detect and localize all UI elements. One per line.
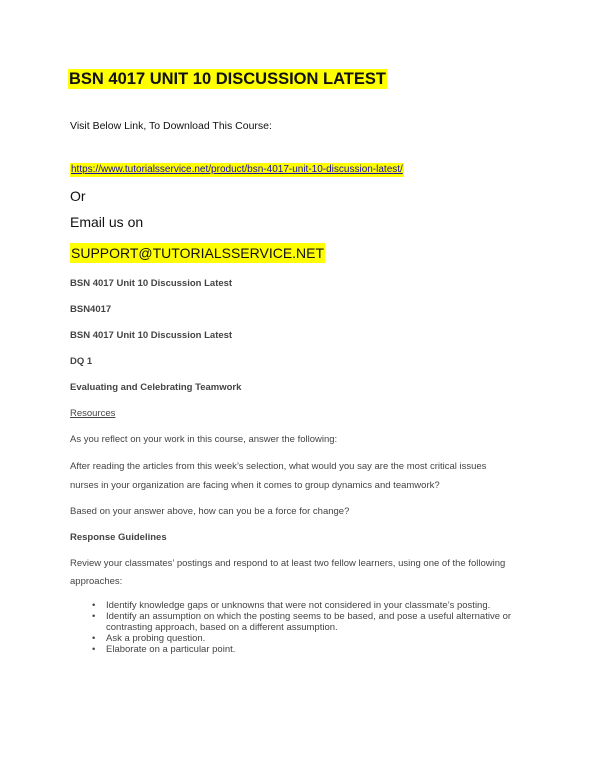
visit-instruction: Visit Below Link, To Download This Course: [70, 120, 272, 132]
list-item-text: Elaborate on a particular point. [106, 644, 236, 655]
course-title-repeat: BSN 4017 Unit 10 Discussion Latest [70, 330, 233, 341]
question-1-line-1: After reading the articles from this week’s selection, what would you say are the most critical issues [70, 461, 487, 472]
list-item-text: Ask a probing question. [106, 633, 206, 644]
course-code: BSN4017 [70, 304, 112, 315]
list-item-text: Identify an assumption on which the posting seems to be based, and pose a useful alternative or [106, 611, 512, 622]
dq-label: DQ 1 [70, 356, 93, 367]
list-item-text: Identify knowledge gaps or unknowns that were not considered in your classmate’s posting. [106, 600, 491, 611]
bullet-icon: • [92, 644, 96, 655]
response-guidelines-heading: Response Guidelines [70, 532, 167, 543]
question-1-line-2: nurses in your organization are facing when it comes to group dynamics and teamwork? [70, 480, 440, 491]
bullet-icon: • [92, 633, 96, 644]
list-item [92, 644, 542, 655]
course-title: BSN 4017 Unit 10 Discussion Latest [70, 278, 233, 289]
bullet-icon: • [92, 600, 96, 611]
bullet-icon: • [92, 611, 96, 622]
list-item-continuation [92, 622, 542, 633]
course-download-link[interactable]: https://www.tutorialsservice.net/product/bsn-4017-unit-10-discussion-latest/ [71, 164, 403, 175]
question-2: Based on your answer above, how can you be a force for change? [70, 506, 350, 517]
response-text-line-1: Review your classmates’ postings and respond to at least two fellow learners, using one of the following [70, 558, 506, 569]
document-title: BSN 4017 UNIT 10 DISCUSSION LATEST [69, 70, 386, 88]
response-text-line-2: approaches: [70, 576, 123, 587]
approach-list [92, 600, 542, 655]
list-item [92, 633, 542, 644]
topic-heading: Evaluating and Celebrating Teamwork [70, 382, 242, 393]
list-item-text: contrasting approach, based on a different assumption. [106, 622, 338, 633]
support-email-link[interactable]: SUPPORT@TUTORIALSSERVICE.NET [71, 245, 325, 261]
or-label: Or [70, 188, 86, 204]
instruction-text: As you reflect on your work in this course, answer the following: [70, 434, 338, 445]
resources-link[interactable]: Resources [70, 408, 116, 419]
email-label: Email us on [70, 214, 144, 230]
list-item [92, 611, 542, 622]
list-item [92, 600, 542, 611]
